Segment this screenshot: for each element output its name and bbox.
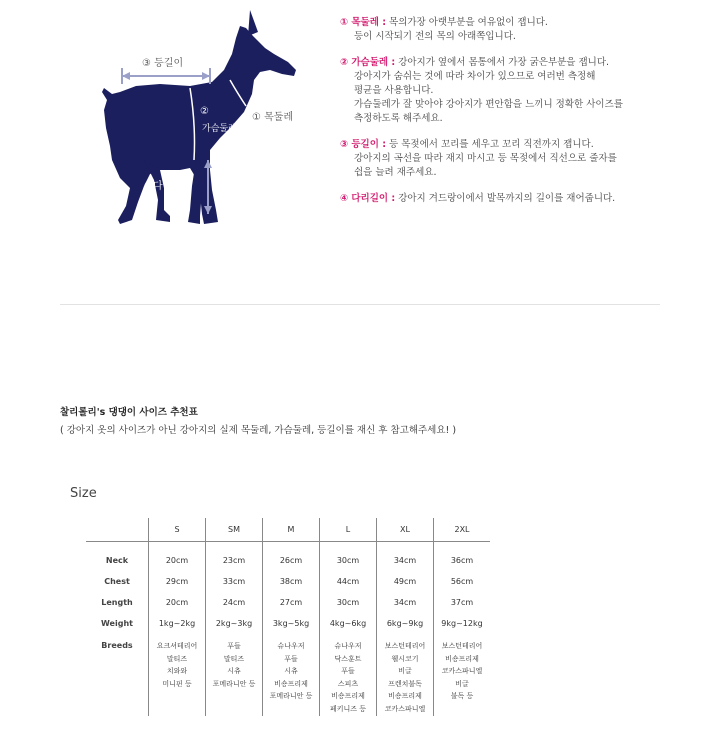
breeds-cell [434, 634, 491, 716]
table-cell: 2kg~3kg [206, 613, 263, 634]
guide-heading: ③ 등길이 : [340, 139, 386, 150]
table-row-neck [86, 542, 490, 572]
breed-name: 비글 [398, 667, 412, 675]
table-cell: 30cm [320, 542, 377, 572]
row-label: Neck [86, 542, 149, 572]
breed-name: 비숑프리제 [445, 654, 479, 663]
guide-line: 강아지가 숨쉬는 것에 따라 차이가 있으므로 여러번 측정해 [354, 71, 596, 82]
breed-name: 웰시코기 [391, 654, 419, 663]
dog-measurement-diagram [60, 10, 320, 240]
measurement-guide [340, 16, 700, 218]
guide-line: 평균을 사용합니다. [354, 85, 434, 96]
table-cell: 34cm [377, 592, 434, 613]
breed-name: 비숑프리제 [274, 679, 308, 688]
leg-length-label: ④다리길이 [144, 181, 192, 192]
guide-line: 강아지 겨드랑이에서 발목까지의 길이를 재어줍니다. [398, 193, 616, 204]
guide-item-leg [340, 192, 700, 206]
table-cell: 44cm [320, 571, 377, 592]
size-table [86, 518, 490, 716]
breed-name: 포메라니안 등 [269, 692, 313, 700]
table-cell: 27cm [263, 592, 320, 613]
back-length-label: ③ 등길이 [142, 58, 184, 69]
breeds-cell [206, 634, 263, 716]
guide-line: 측정하도록 해주세요. [354, 113, 443, 124]
breed-name: 푸들 [284, 654, 298, 663]
table-row-chest [86, 571, 490, 592]
breed-name: 푸들 [341, 667, 355, 675]
table-cell: 20cm [149, 542, 206, 572]
table-cell: 20cm [149, 592, 206, 613]
guide-heading: ② 가슴둘레 : [340, 57, 396, 68]
section-divider [60, 304, 660, 305]
table-cell: 23cm [206, 542, 263, 572]
size-column-header: 2XL [434, 518, 491, 542]
breed-name: 말티즈 [223, 654, 245, 663]
breed-name: 요크셔테리어 [156, 642, 198, 650]
dog-silhouette-illustration [60, 10, 320, 240]
table-cell: 38cm [263, 571, 320, 592]
breeds-cell [263, 634, 320, 716]
table-cell: 26cm [263, 542, 320, 572]
breed-name: 미니핀 등 [162, 679, 192, 688]
table-cell: 36cm [450, 556, 474, 565]
row-label: Breeds [86, 634, 149, 716]
table-cell: 24cm [206, 592, 263, 613]
size-column-header: M [263, 518, 320, 542]
breed-name: 페키니즈 등 [329, 704, 367, 713]
breeds-cell [149, 634, 206, 716]
corner-cell [86, 518, 149, 542]
breed-name: 프렌치불독 [388, 679, 422, 688]
table-cell: 37cm [450, 598, 474, 607]
recommend-title: 찰리롤리's 댕댕이 사이즈 추천표 [60, 407, 198, 418]
guide-line: 강아지가 옆에서 몸통에서 가장 굵은부분을 잽니다. [398, 57, 610, 68]
chest-girth-label: 가슴둘레 [202, 124, 237, 134]
dog-ear [248, 10, 258, 36]
table-cell: 56cm [450, 577, 474, 586]
breed-name: 말티즈 [166, 654, 188, 663]
table-row-breeds [86, 634, 490, 716]
neck-girth-label: ① 목둘레 [252, 112, 294, 123]
guide-line: 가슴둘레가 잘 맞아야 강아지가 편안함을 느끼니 정확한 사이즈를 [354, 99, 623, 110]
size-header-row [86, 518, 490, 542]
table-cell: 34cm [377, 542, 434, 572]
row-label: Chest [86, 571, 149, 592]
breed-name: 시츄 [227, 667, 241, 675]
guide-item-back [340, 138, 700, 180]
breed-name: 보스턴테리어 [441, 642, 483, 650]
guide-line: 등이 시작되기 전의 목의 아래쪽입니다. [354, 31, 516, 42]
guide-line: 등 목젖에서 꼬리를 세우고 꼬리 직전까지 잽니다. [389, 139, 594, 150]
breed-name: 슈나우저 [334, 642, 362, 650]
breed-name: 불독 등 [450, 692, 474, 700]
breed-name: 시츄 [284, 667, 298, 675]
breed-name: 코카스파니엘 [441, 667, 483, 675]
breed-name: 닥스훈트 [334, 654, 362, 663]
breed-name: 비숑프리제 [331, 692, 365, 700]
breeds-cell [320, 634, 377, 716]
table-cell: 9kg~12kg [441, 619, 483, 628]
table-cell: 6kg~9kg [377, 613, 434, 634]
breeds-cell [377, 634, 434, 716]
breed-name: 푸들 [227, 642, 241, 650]
table-cell: 49cm [377, 571, 434, 592]
row-label: Weight [86, 613, 149, 634]
size-column-header: SM [206, 518, 263, 542]
size-column-header: XL [377, 518, 434, 542]
guide-heading: ④ 다리길이 : [340, 193, 396, 204]
size-column-header: S [149, 518, 206, 542]
breed-name: 슈나우저 [277, 642, 305, 650]
table-cell: 3kg~5kg [263, 613, 320, 634]
breed-name: 포메라니안 등 [212, 679, 256, 688]
breed-name: 치와와 [166, 667, 188, 675]
guide-line: 강아지의 곡선을 따라 재지 마시고 등 목젖에서 직선으로 줄자를 [354, 153, 617, 164]
size-table-title: Size [70, 486, 97, 501]
breed-name: 코카스파니엘 [384, 704, 426, 713]
guide-line: 쉽을 늘려 재주세요. [354, 167, 437, 178]
recommend-subtitle: ( 강아지 옷의 사이즈가 아닌 강아지의 실제 목둘레, 가슴둘레, 등길이를 재신 후 참고해주세요! ) [60, 425, 457, 436]
table-cell: 1kg~2kg [149, 613, 206, 634]
table-cell: 33cm [206, 571, 263, 592]
breed-name: 보스턴테리어 [384, 642, 426, 650]
table-cell: 4kg~6kg [320, 613, 377, 634]
table-row-weight [86, 613, 490, 634]
guide-heading: ① 목둘레 : [340, 17, 386, 28]
breed-name: 스피츠 [337, 679, 359, 688]
back-length-arrow [122, 68, 210, 84]
chest-girth-number: ② [200, 106, 209, 117]
table-cell: 29cm [149, 571, 206, 592]
size-column-header: L [320, 518, 377, 542]
guide-item-neck [340, 16, 700, 44]
guide-item-chest [340, 56, 700, 126]
table-row-length [86, 592, 490, 613]
breed-name: 비글 [455, 679, 469, 688]
table-cell: 30cm [320, 592, 377, 613]
guide-line: 목의가장 아랫부분을 여유없이 잽니다. [389, 17, 548, 28]
breed-name: 비숑프리제 [388, 692, 422, 700]
row-label: Length [86, 592, 149, 613]
